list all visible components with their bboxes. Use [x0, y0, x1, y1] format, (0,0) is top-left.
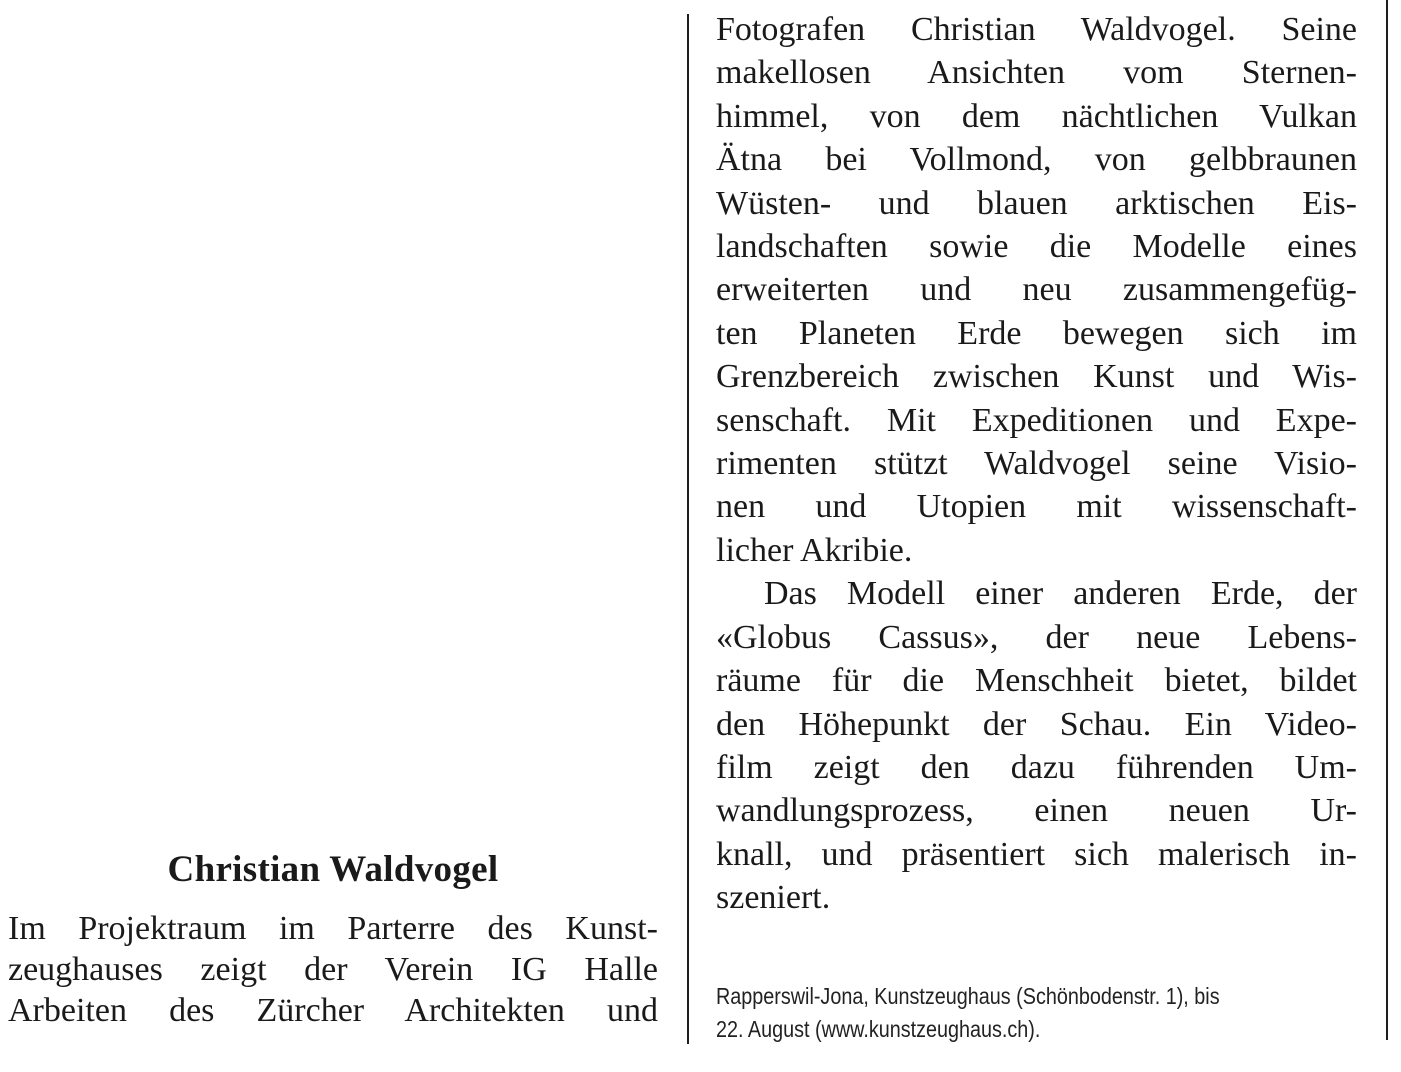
text-line: ten Planeten Erde bewegen sich im [716, 314, 1357, 352]
text-line: den Höhepunkt der Schau. Ein Video- [716, 705, 1357, 743]
article-headline: Christian Waldvogel [167, 849, 499, 890]
text-line: Ätna bei Vollmond, von gelbbraunen [716, 141, 1357, 179]
body-paragraph-2 [716, 572, 1357, 919]
text-line: «Globus Cassus», der neue Lebens- [716, 618, 1357, 656]
text-line: rimenten stützt Waldvogel seine Visio- [716, 445, 1357, 483]
text-line: erweiterten und neu zusammengefüg- [716, 271, 1357, 309]
text-line: nen und Utopien mit wissenschaft- [716, 488, 1357, 526]
text-line: zeughauses zeigt der Verein IG Halle [8, 951, 658, 988]
text-line: räume für die Menschheit bietet, bildet [716, 662, 1357, 700]
text-line: wandlungsprozess, einen neuen Ur- [716, 792, 1357, 830]
column-divider [687, 14, 689, 1044]
text-line: Im Projektraum im Parterre des Kunst- [8, 910, 658, 947]
left-column [8, 840, 658, 1031]
text-line: szeniert. [716, 879, 831, 917]
body-paragraph-1 [716, 8, 1357, 572]
text-line: senschaft. Mit Expeditionen und Expe- [716, 401, 1357, 439]
text-line: Arbeiten des Zürcher Architekten und [8, 992, 658, 1029]
text-line: Fotografen Christian Waldvogel. Seine [716, 11, 1357, 48]
right-border-rule [1386, 0, 1388, 1040]
credit-line: 22. August (www.kunstzeughaus.ch). [716, 1016, 1041, 1042]
text-line: Das Modell einer anderen Erde, der [764, 575, 1357, 613]
text-line: licher Akribie. [716, 531, 913, 569]
text-line: Grenzbereich zwischen Kunst und Wis- [716, 358, 1357, 396]
intro-paragraph [8, 908, 658, 1031]
text-line: Wüsten- und blauen arktischen Eis- [716, 184, 1357, 222]
exhibition-info [716, 980, 1275, 1046]
text-line: knall, und präsentiert sich malerisch in- [716, 835, 1357, 873]
text-line: himmel, von dem nächtlichen Vulkan [716, 97, 1357, 135]
right-column [716, 8, 1357, 920]
text-line: film zeigt den dazu führenden Um- [716, 748, 1357, 786]
text-line: landschaften sowie die Modelle eines [716, 228, 1357, 266]
credit-line: Rapperswil-Jona, Kunstzeughaus (Schönbodenstr. 1), bis [716, 983, 1220, 1009]
text-line: makellosen Ansichten vom Sternen- [716, 54, 1357, 92]
